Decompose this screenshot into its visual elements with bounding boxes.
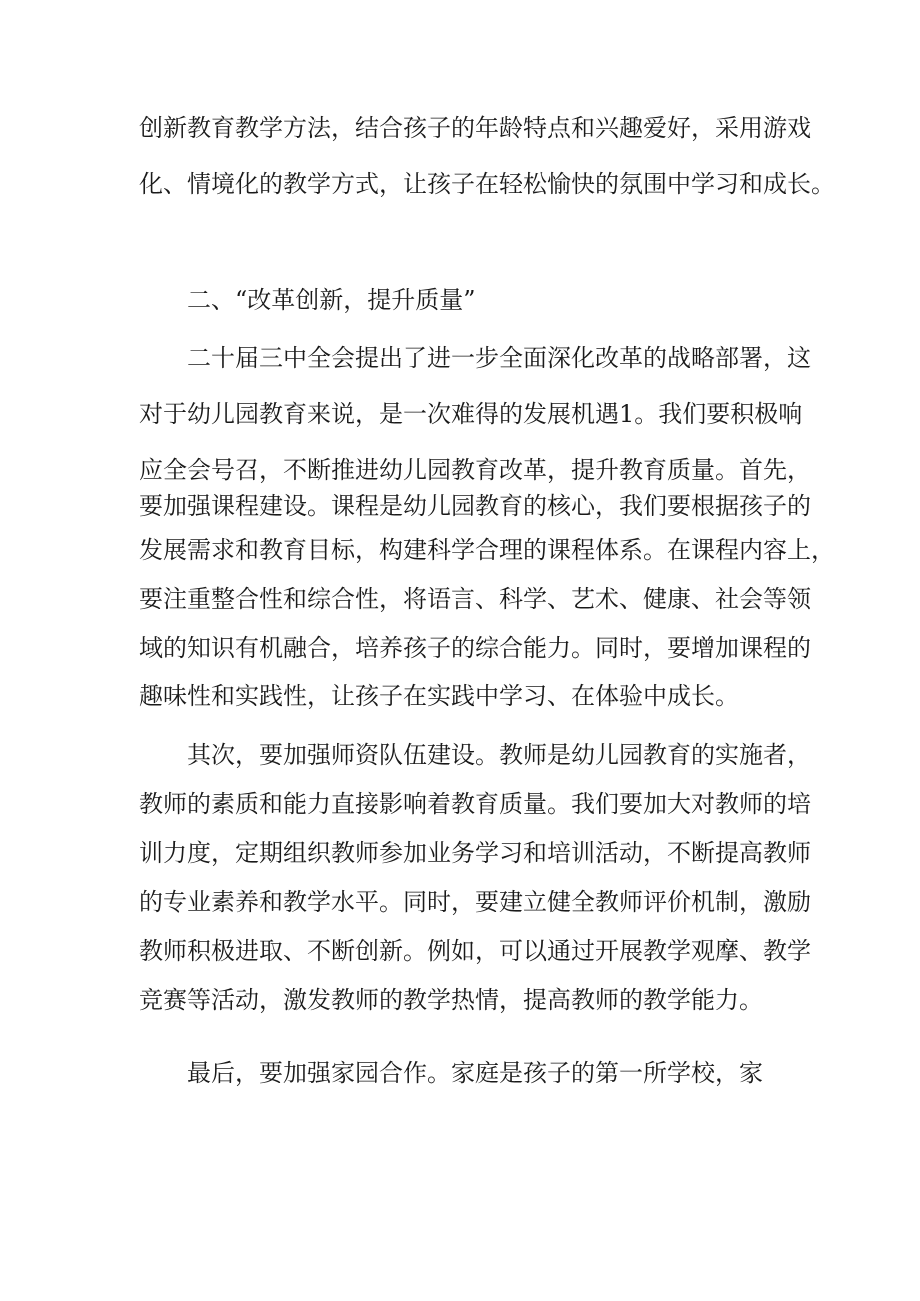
paragraph-2-line-4: 要加强课程建设。课程是幼儿园教育的核心，我们要根据孩子的 (139, 492, 811, 520)
paragraph-3-line-5: 教师积极进取、不断创新。例如，可以通过开展教学观摩、教学 (139, 937, 811, 965)
paragraph-1-line-2: 化、情境化的教学方式，让孩子在轻松愉快的氛围中学习和成长。 (139, 170, 835, 198)
paragraph-2-line-5: 发展需求和教育目标，构建科学合理的课程体系。在课程内容上， (139, 536, 835, 564)
paragraph-2-line-2: 对于幼儿园教育来说，是一次难得的发展机遇1。我们要积极响 (139, 400, 803, 428)
paragraph-3-line-6: 竞赛等活动，激发教师的教学热情，提高教师的教学能力。 (139, 986, 763, 1014)
paragraph-2-line-7: 域的知识有机融合，培养孩子的综合能力。同时，要增加课程的 (139, 634, 811, 662)
paragraph-1-line-1: 创新教育教学方法，结合孩子的年龄特点和兴趣爱好，采用游戏 (139, 114, 811, 142)
paragraph-2-line-6: 要注重整合性和综合性，将语言、科学、艺术、健康、社会等领 (139, 585, 811, 613)
paragraph-3-line-3: 训力度，定期组织教师参加业务学习和培训活动，不断提高教师 (139, 839, 811, 867)
paragraph-2-line-8: 趣味性和实践性，让孩子在实践中学习、在体验中成长。 (139, 682, 739, 710)
section-heading: 二、“改革创新，提升质量” (187, 286, 476, 314)
paragraph-3-line-1: 其次，要加强师资队伍建设。教师是幼儿园教育的实施者， (187, 741, 811, 769)
paragraph-4-line-1: 最后，要加强家园合作。家庭是孩子的第一所学校，家 (187, 1059, 763, 1087)
paragraph-3-line-4: 的专业素养和教学水平。同时，要建立健全教师评价机制，激励 (139, 888, 811, 916)
paragraph-3-line-2: 教师的素质和能力直接影响着教育质量。我们要加大对教师的培 (139, 790, 811, 818)
paragraph-2-line-3: 应全会号召，不断推进幼儿园教育改革，提升教育质量。首先， (139, 456, 811, 484)
paragraph-2-line-1: 二十届三中全会提出了进一步全面深化改革的战略部署，这 (187, 344, 811, 372)
